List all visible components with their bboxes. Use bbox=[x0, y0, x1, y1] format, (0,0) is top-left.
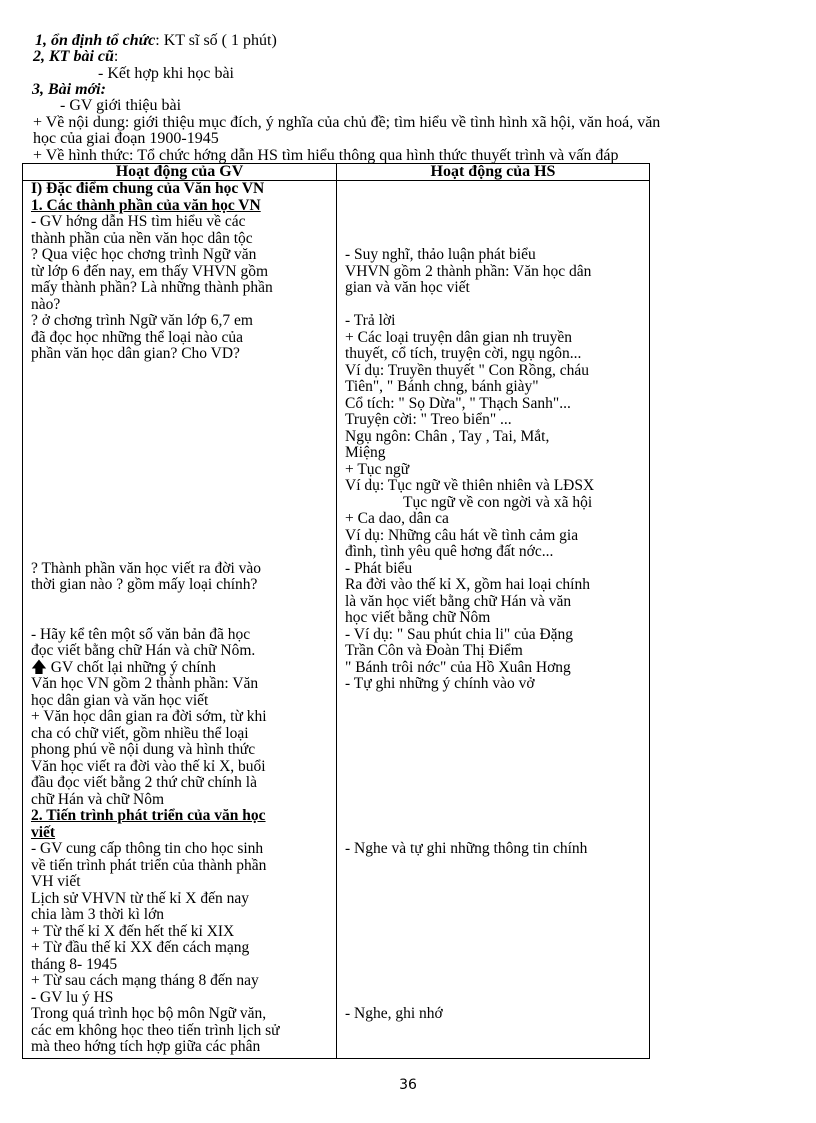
cell-line bbox=[31, 445, 336, 462]
cell-line: VH viết bbox=[31, 873, 81, 890]
cell-line: - Hãy kể tên một số văn bản đã học bbox=[31, 625, 251, 643]
cell-line: - GV hớng dẫn HS tìm hiểu về các bbox=[31, 213, 246, 230]
cell-line: cha có chữ viết, gồm nhiều thể loại bbox=[31, 724, 249, 742]
cell-line bbox=[31, 412, 336, 429]
hs-column-header: Hoạt động của HS bbox=[337, 164, 650, 181]
cell-line bbox=[345, 924, 649, 941]
cell-line: 🡅 GV chốt lại những ý chính bbox=[31, 658, 217, 676]
cell-line bbox=[345, 709, 649, 726]
cell-line: từ lớp 6 đến nay, em thấy VHVN gồm bbox=[31, 262, 269, 280]
cell-line: Trần Côn và Đoàn Thị Điểm bbox=[345, 642, 523, 659]
cell-line: thời gian nào ? gồm mấy loại chính? bbox=[31, 576, 258, 593]
cell-line: mà theo hớng tích hợp giữa các phân bbox=[31, 1038, 261, 1055]
cell-line: VHVN gồm 2 thành phần: Văn học dân bbox=[345, 262, 592, 280]
cell-line: Truyện cời: " Treo biển" ... bbox=[345, 411, 512, 428]
cell-line bbox=[345, 759, 649, 776]
cell-line bbox=[31, 610, 336, 627]
gv-column-header: Hoạt động của GV bbox=[23, 164, 337, 181]
cell-line: ? ở chơng trình Ngữ văn lớp 6,7 em bbox=[31, 312, 253, 329]
cell-line bbox=[31, 429, 336, 446]
line-3: - Kết hợp khi học bài bbox=[98, 65, 234, 82]
cell-line bbox=[345, 957, 649, 974]
cell-line: nào? bbox=[31, 295, 61, 313]
cell-line: ? Thành phần văn học viết ra đời vào bbox=[31, 559, 262, 577]
cell-line: Tục ngữ về con ngời và xã hội bbox=[403, 493, 593, 511]
hs-activity-cell bbox=[337, 181, 650, 1059]
section-2-label: 2, KT bài cũ bbox=[33, 48, 114, 65]
cell-line: - GV lu ý HS bbox=[31, 988, 114, 1006]
cell-line bbox=[345, 231, 649, 248]
section-3-label: 3, Bài mới: bbox=[32, 81, 106, 98]
cell-line: Miệng bbox=[345, 444, 386, 461]
cell-line: + Ca dao, dân ca bbox=[345, 510, 449, 527]
cell-line: - Suy nghĩ, thảo luận phát biểu bbox=[345, 246, 536, 263]
cell-line: Tiên", " Bánh chng, bánh giày" bbox=[345, 378, 539, 395]
cell-line bbox=[345, 907, 649, 924]
cell-line bbox=[345, 973, 649, 990]
cell-line bbox=[345, 742, 649, 759]
cell-line: chia làm 3 thời kì lớn bbox=[31, 906, 165, 923]
cell-line: đọc viết bằng chữ Hán và chữ Nôm. bbox=[31, 642, 256, 659]
cell-line: Trong quá trình học bộ môn Ngữ văn, bbox=[31, 1005, 267, 1022]
table-header-row bbox=[23, 164, 650, 181]
form-line: + Về hình thức: Tổ chức hớng dẫn HS tìm hiểu thông qua hình thức thuyết trình và vấn đáp bbox=[33, 147, 619, 164]
cell-line: tháng 8- 1945 bbox=[31, 955, 118, 973]
cell-line: I) Đặc điểm chung của Văn học VN bbox=[31, 180, 265, 197]
content-line-2: học của giai đoạn 1900-1945 bbox=[33, 130, 219, 147]
cell-line: Ví dụ: Những câu hát về tình cảm gia bbox=[345, 526, 579, 544]
cell-line bbox=[345, 874, 649, 891]
cell-line: đã đọc học những thể loại nào của bbox=[31, 328, 243, 346]
cell-line bbox=[345, 297, 649, 314]
line-2 bbox=[33, 48, 118, 65]
cell-line: chữ Hán và chữ Nôm bbox=[31, 790, 165, 808]
cell-line bbox=[345, 792, 649, 809]
cell-line: + Từ đầu thế kỉ XX đến cách mạng bbox=[31, 939, 250, 956]
cell-line: - Tự ghi những ý chính vào vở bbox=[345, 675, 535, 692]
cell-line bbox=[31, 594, 336, 611]
cell-line: - Trả lời bbox=[345, 312, 396, 329]
cell-line bbox=[31, 511, 336, 528]
cell-line bbox=[345, 775, 649, 792]
cell-line bbox=[345, 181, 649, 198]
cell-line bbox=[31, 396, 336, 413]
cell-line: Cổ tích: " Sọ Dừa", " Thạch Sanh"... bbox=[345, 394, 571, 412]
cell-line bbox=[345, 990, 649, 1007]
cell-line bbox=[345, 198, 649, 215]
cell-line: học dân gian và văn học viết bbox=[31, 691, 209, 709]
cell-line: phong phú về nội dung và hình thức bbox=[31, 741, 256, 758]
cell-line: về tiến trình phát triển của thành phần bbox=[31, 856, 267, 874]
cell-line bbox=[345, 693, 649, 710]
section-2-text: : bbox=[113, 48, 119, 65]
cell-line: đầu đọc viết bằng 2 thứ chữ chính là bbox=[31, 774, 257, 791]
cell-line: - Phát biểu bbox=[345, 559, 413, 577]
cell-line: Ví dụ: Truyền thuyết " Con Rồng, cháu bbox=[345, 361, 589, 379]
line-1 bbox=[35, 32, 277, 49]
cell-line: 2. Tiến trình phát triển của văn học bbox=[31, 807, 266, 824]
section-1-text: : KT sĩ số ( 1 phút) bbox=[155, 32, 277, 49]
cell-line: mấy thành phần? Là những thành phần bbox=[31, 279, 273, 296]
intro-line: - GV giới thiệu bài bbox=[60, 97, 182, 114]
table-body-row bbox=[23, 181, 650, 1059]
content-line-1: + Về nội dung: giới thiệu mục đích, ý nghĩa của chủ đề; tìm hiểu về tình hình xã hội, văn hoá, văn bbox=[33, 114, 661, 131]
cell-line bbox=[345, 858, 649, 875]
cell-line: - GV cung cấp thông tin cho học sinh bbox=[31, 840, 264, 857]
cell-line bbox=[31, 495, 336, 512]
cell-line bbox=[345, 214, 649, 231]
cell-line: Văn học viết ra đời vào thế kỉ X, buổi bbox=[31, 757, 266, 775]
cell-line: - Ví dụ: " Sau phút chia li" của Đặng bbox=[345, 625, 574, 643]
cell-line bbox=[31, 544, 336, 561]
cell-line bbox=[345, 726, 649, 743]
cell-line: thành phần của nền văn học dân tộc bbox=[31, 229, 253, 247]
cell-line bbox=[31, 363, 336, 380]
cell-line bbox=[31, 462, 336, 479]
cell-line: 1. Các thành phần của văn học VN bbox=[31, 196, 261, 214]
cell-line: + Từ sau cách mạng tháng 8 đến nay bbox=[31, 972, 259, 989]
cell-line: + Văn học dân gian ra đời sớm, từ khi bbox=[31, 708, 267, 725]
cell-line: đình, tình yêu quê hơng đất nớc... bbox=[345, 543, 554, 560]
cell-line: gian và văn học viết bbox=[345, 279, 470, 296]
cell-line: - Nghe, ghi nhớ bbox=[345, 1005, 443, 1022]
cell-line: các em không học theo tiến trình lịch sử bbox=[31, 1021, 280, 1039]
cell-line: " Bánh trôi nớc" của Hồ Xuân Hơng bbox=[345, 658, 571, 676]
cell-line: Văn học VN gồm 2 thành phần: Văn bbox=[31, 675, 259, 692]
cell-line: + Tục ngữ bbox=[345, 460, 410, 478]
cell-line: viết bbox=[31, 823, 56, 841]
cell-line: là văn học viết bằng chữ Hán và văn bbox=[345, 592, 572, 610]
cell-line bbox=[31, 478, 336, 495]
page-number: 36 bbox=[399, 1077, 417, 1093]
cell-line: + Từ thế kỉ X đến hết thế kỉ XIX bbox=[31, 922, 235, 940]
cell-line: Lịch sử VHVN từ thế kỉ X đến nay bbox=[31, 889, 249, 907]
activity-table bbox=[22, 163, 650, 1059]
cell-line: + Các loại truyện dân gian nh truyền bbox=[345, 328, 572, 346]
cell-line: thuyết, cổ tích, truyện cời, ngụ ngôn... bbox=[345, 345, 582, 362]
cell-line: Ngụ ngôn: Chân , Tay , Tai, Mắt, bbox=[345, 427, 550, 445]
cell-line: phần văn học dân gian? Cho VD? bbox=[31, 345, 240, 362]
cell-line: học viết bằng chữ Nôm bbox=[345, 609, 491, 626]
cell-line: - Nghe và tự ghi những thông tin chính bbox=[345, 840, 588, 857]
cell-line bbox=[345, 891, 649, 908]
section-1-label: 1, ổn định tổ chức bbox=[35, 32, 156, 49]
cell-line: Ra đời vào thế kỉ X, gồm hai loại chính bbox=[345, 576, 590, 593]
cell-line bbox=[345, 825, 649, 842]
cell-line: Ví dụ: Tục ngữ về thiên nhiên và LĐSX bbox=[345, 477, 595, 494]
cell-line bbox=[31, 379, 336, 396]
cell-line bbox=[31, 528, 336, 545]
gv-activity-cell bbox=[23, 181, 337, 1059]
cell-line: ? Qua việc học chơng trình Ngữ văn bbox=[31, 246, 257, 263]
cell-line bbox=[345, 808, 649, 825]
cell-line bbox=[345, 940, 649, 957]
